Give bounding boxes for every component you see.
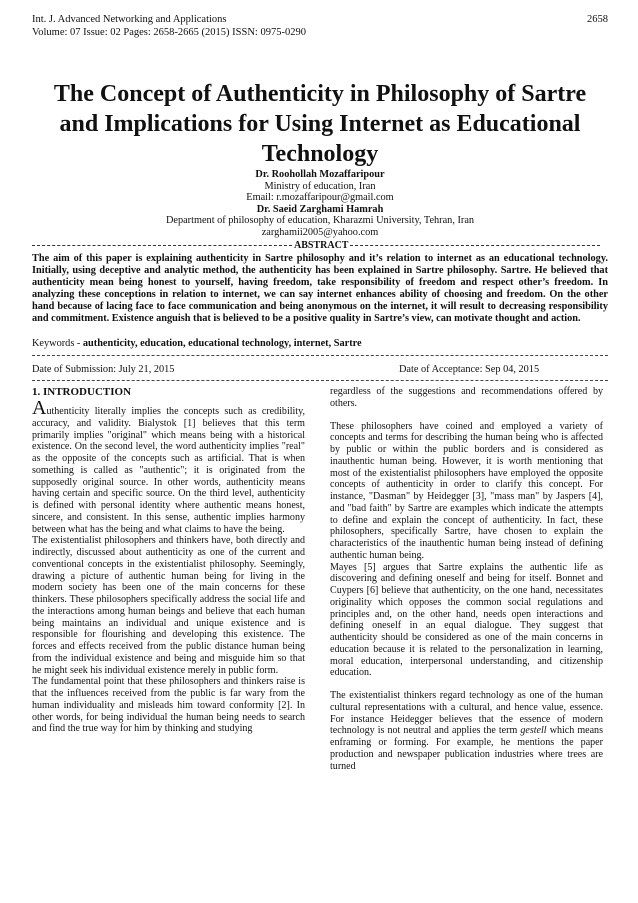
dashed-line xyxy=(32,245,292,246)
author-name: Dr. Saeid Zarghami Hamrah xyxy=(256,203,384,215)
paragraph: The fundamental point that these philosophers and thinkers raise is that the influences received from the public is far wary from the human individuality and misleads him toward conformity [2]. In other words, for being individual the human being needs to search and find the true way for him by thinking and studying xyxy=(32,676,305,735)
author-email: zarghamii2005@yahoo.com xyxy=(261,226,379,238)
author-email: Email: r.mozaffaripour@gmail.com xyxy=(246,192,394,204)
paragraph-gap xyxy=(330,679,603,690)
page-number: 2658 xyxy=(587,14,608,25)
dashed-rule xyxy=(32,380,608,381)
paragraph xyxy=(32,397,305,535)
paragraph: These philosophers have coined and employed a variety of concepts and terms for describing the human being who is affected by public or within the public borders and is considered as inauthentic human being. However, it is worth mentioning that most of the existentialist philosophers have employed the opposite concepts of authenticity in order to clarify this concept. For instance, "Dasman" by Heidegger [3], "mass man" by Jaspers [4], and "bad faith" by Sartre are examples which indicate the attempts to define and explain the concept of authenticity. In fact, these philosophers, specifically Sartre, have chosen to explain the characteristics of the inauthentic human being instead of defining authentic human being. xyxy=(330,420,603,561)
left-column xyxy=(32,386,305,735)
dashed-rule xyxy=(32,355,608,356)
paragraph-text: The existentialist thinkers regard technology as one of the human cultural representations with a cultural, and hence value, essence. For instance Heidegger believes that the essence of modern technology is not neutral and applies the term xyxy=(330,690,603,737)
paragraph: The existentialist philosophers and thinkers have, both directly and indirectly, discussed about authenticity as one of the current and conventional concepts in the existentialist philosophy. Seemingly, drawing a picture of authentic human being for living in the modern society has been one of the main concerns for these thinkers. These philosophers specifically address the social life and the interactions among human beings and believe that each human being maintains an individual and unique existence and is responsible for flourishing and developing this existence. The forces and effects received from the public distance human being from the individual existence and being and misguide him so that he might seek his individual existence merely in public form. xyxy=(32,535,305,676)
section-heading: 1. INTRODUCTION xyxy=(32,386,132,398)
keywords-label: Keywords - xyxy=(32,338,83,349)
keywords-line xyxy=(32,338,608,350)
submission-date: Date of Submission: July 21, 2015 xyxy=(32,364,175,375)
running-header xyxy=(32,13,608,26)
abstract-text: The aim of this paper is explaining authenticity in Sartre philosophy and it’s relation to internet as an educational technology. Initially, using deceptive and analytic method, the authenticity has been explained in Sartre philosophy. Sartre. He believed that authenticity mean being honest to yourself, having freedom, take responsibility of freedom and respect other’s freedom. In analyzing these conceptions in relation to internet, we can say internet enhances ability of choosing and freedom. On the other hand because of lacing face to face communication and being anonymous on the internet, it will result to decreasing responsibility and commitment. Existence anguish that is believed to be a positive quality in Sartre’s view, can motivate thought and action. xyxy=(32,253,608,324)
volume-info: Volume: 07 Issue: 02 Pages: 2658-2665 (2015) ISSN: 0975-0290 xyxy=(32,27,306,38)
author-block xyxy=(32,169,608,239)
paragraph-text: uthenticity literally implies the concepts such as credibility, accuracy, and validity. Bialystok [1] believes that this term primarily implies "original" which means being with a historical existence. On the second level, the word authenticity implies "real" as the opposite of the concepts such as artificial. That is when something is called as "authentic"; it is originated from the supposedly original source. In other words, authenticity means having certain and specific source. On the third level, authenticity is defined with personal identity where authentic means honest, sincere, and consistent. In this sense, authentic implies harmony between what has the being and what claims to have the being. xyxy=(32,406,305,535)
drop-cap: A xyxy=(32,397,47,419)
author-name: Dr. Roohollah Mozaffaripour xyxy=(255,169,385,180)
author-affiliation: Department of philosophy of education, Kharazmi University, Tehran, Iran xyxy=(165,215,475,227)
dashed-line xyxy=(350,245,600,246)
author-affiliation: Ministry of education, Iran xyxy=(264,180,376,192)
paragraph-text: which means enframing or forming. For example, he mentions the paper production and newspaper publication industries where trees are turned xyxy=(330,725,603,772)
right-column xyxy=(330,386,603,772)
abstract-label: ABSTRACT xyxy=(294,240,349,251)
italic-term: gestell xyxy=(520,725,547,737)
paragraph: Mayes [5] argues that Sartre explains the authentic life as discovering and defining oneself and being for itself. Bonnet and Cuypers [6] believe that authenticity, on the one hand, necessitates originality which opposes the common social regulations and principles and, on the other hand, needs open interactions and defining oneself in an equal dialogue. They suggest that authenticity should be considered as one of the main concerns in education because it is related to the personalization in learning, moral education, interpersonal understanding, and citizenship education. xyxy=(330,561,603,679)
paragraph-gap xyxy=(330,410,603,421)
acceptance-date: Date of Acceptance: Sep 04, 2015 xyxy=(399,364,540,375)
paragraph: regardless of the suggestions and recommendations offered by others. xyxy=(330,386,603,409)
dates-line xyxy=(32,364,608,376)
keywords-list: authenticity, education, educational technology, internet, Sartre xyxy=(82,338,362,349)
paragraph xyxy=(330,690,603,772)
abstract-divider xyxy=(32,240,608,252)
journal-name: Int. J. Advanced Networking and Applications xyxy=(32,14,227,25)
paper-title: The Concept of Authenticity in Philosophy of Sartre and Implications for Using Internet as Educational Technology xyxy=(53,81,587,167)
